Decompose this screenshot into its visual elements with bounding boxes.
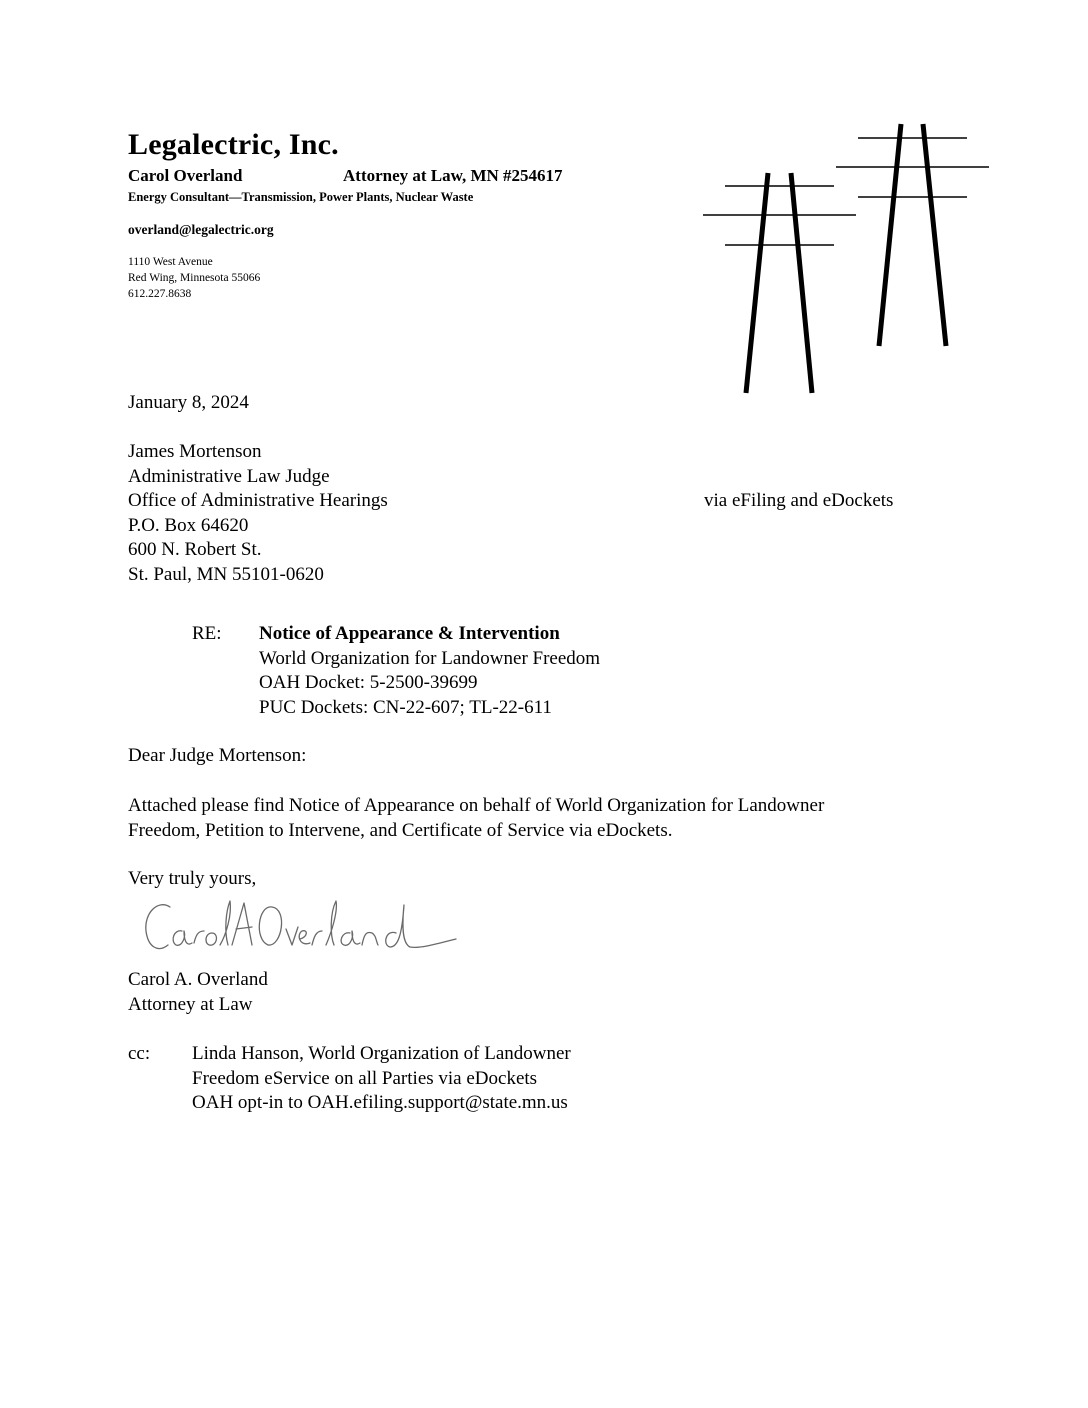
recipient-street: 600 N. Robert St. (128, 539, 262, 560)
cc-line: OAH opt-in to OAH.efiling.support@state.mn.us (192, 1092, 568, 1113)
recipient-office: Office of Administrative Hearings (128, 490, 388, 511)
cc-label: cc: (128, 1043, 151, 1064)
re-block (259, 622, 600, 720)
closing: Very truly yours, (128, 868, 257, 889)
signer-title: Attorney at Law (128, 993, 253, 1015)
cc-block (192, 1042, 571, 1116)
re-line: OAH Docket: 5-2500-39699 (259, 672, 478, 693)
signer-block (128, 968, 268, 1017)
power-line-towers-icon (700, 120, 995, 400)
re-subject: Notice of Appearance & Intervention (259, 623, 560, 644)
re-line: PUC Dockets: CN-22-607; TL-22-611 (259, 696, 552, 718)
address-line: Red Wing, Minnesota 55066 (128, 272, 261, 284)
re-line: World Organization for Landowner Freedom (259, 647, 601, 669)
tagline: Energy Consultant—Transmission, Power Plants, Nuclear Waste (128, 190, 474, 204)
recipient-city: St. Paul, MN 55101-0620 (128, 563, 324, 585)
recipient-name: James Mortenson (128, 441, 262, 462)
address-line: 1110 West Avenue (128, 256, 213, 268)
handwritten-signature-icon (140, 895, 470, 965)
phone-number: 612.227.8638 (128, 288, 192, 300)
body-paragraph (128, 794, 824, 843)
recipient-po-box: P.O. Box 64620 (128, 514, 249, 536)
cc-line: Freedom eService on all Parties via eDockets (192, 1067, 538, 1089)
salutation: Dear Judge Mortenson: (128, 745, 307, 766)
company-name: Legalectric, Inc. (128, 128, 339, 161)
recipient-address (128, 440, 388, 587)
email-address: overland@legalectric.org (128, 222, 274, 237)
letter-date: January 8, 2024 (128, 392, 249, 413)
attorney-license: Attorney at Law, MN #254617 (343, 166, 563, 185)
signer-name: Carol A. Overland (128, 969, 268, 990)
body-line: Freedom, Petition to Intervene, and Certificate of Service via eDockets. (128, 819, 673, 841)
re-label: RE: (192, 623, 222, 644)
delivery-method: via eFiling and eDockets (704, 490, 894, 511)
body-line: Attached please find Notice of Appearance on behalf of World Organization for Landowner (128, 795, 825, 816)
letterhead-address (128, 254, 260, 302)
attorney-name: Carol Overland (128, 166, 243, 185)
cc-line: Linda Hanson, World Organization of Landowner (192, 1043, 571, 1064)
recipient-title: Administrative Law Judge (128, 465, 330, 487)
